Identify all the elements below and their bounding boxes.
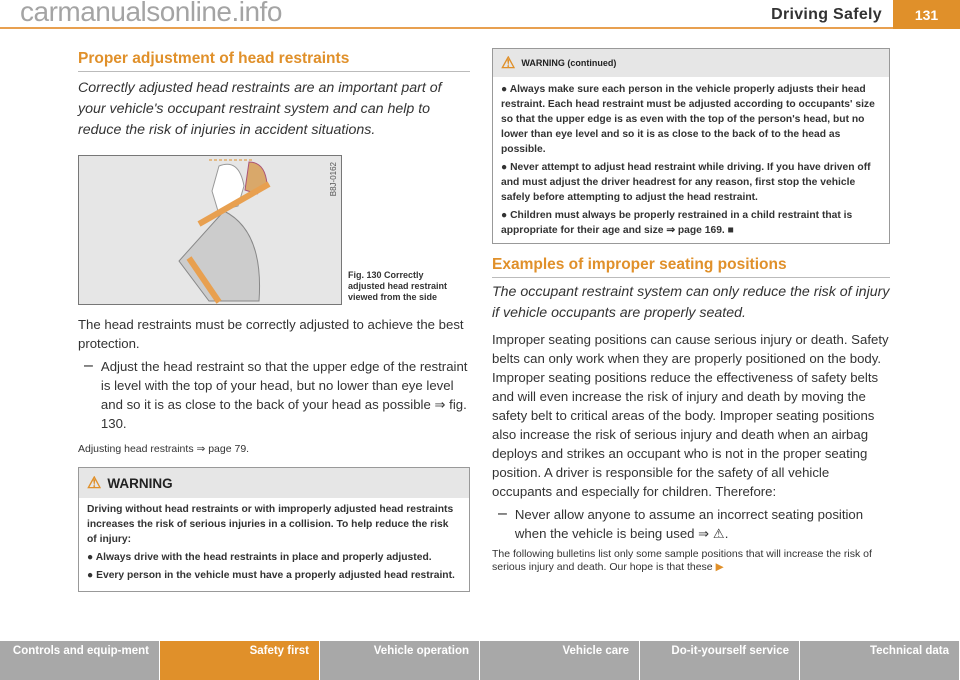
warning-bullet: Always drive with the head restraints in place and properly adjusted. (95, 552, 432, 563)
paragraph: Improper seating positions can cause serious injury or death. Safety belts can only work when they are properly positioned on the body. Improper seating positions reduce the effectiveness of safety belts and will even increase the risk of injury and death by moving the safety belt to critical areas of the body. Improper seating positions also increase the risk of serious injury and death when an airbag deploys and strikes an occupant who is not in the proper seating position. A driver is responsible for the safety of all vehicle occupants and especially for children. Therefore: (492, 332, 889, 499)
warning-box: ⚠ WARNING Driving without head restraints or with improperly adjusted head restraints increases the risk of serious injuries in a collision. To help reduce the risk of injury: ● Always drive with the head restraints in place and properly adjusted. ● Every person in the vehicle must have a properly adjusted head restraint. (78, 467, 470, 592)
figure (78, 155, 470, 305)
warning-box-continued: ⚠ WARNING (continued) ● Always make sure each person in the vehicle properly adjusts their head restraint. Each head restraint must be adjusted according to occupants' size so that the upper edge is as even with the top of the person's head, but no lower than eye level and so it is as close to the back of to the head as possible. ● Never attempt to adjust head restraint while driving. If you have driven off and must adjust the driver headrest for any reason, first stop the vehicle safely before attempting to adjust the head restraint. ● Children must always be properly restrained in a child restraint that is appropriate for their age and size ⇒ page 169. ■ (492, 48, 890, 244)
heading-head-restraints: Proper adjustment of head restraints (78, 50, 470, 72)
tab-vehicle-operation[interactable]: Vehicle operation (320, 641, 480, 680)
figure-image (78, 155, 342, 305)
warning-bullet: Every person in the vehicle must have a properly adjusted head restraint. (96, 570, 455, 581)
intro-text: Correctly adjusted head restraints are an important part of your vehicle's occupant restraint system and can help to reduce the risk of injuries in accident situations. (78, 80, 442, 138)
cross-reference[interactable]: Adjusting head restraints ⇒ page 79. (78, 443, 250, 455)
intro-text: The occupant restraint system can only reduce the risk of injury if vehicle occupants are properly seated. (492, 284, 890, 321)
warning-title: WARNING (continued) (521, 58, 617, 68)
seated-occupant-illustration (79, 156, 341, 304)
watermark: carmanualsonline.info (20, 0, 282, 27)
step-text: Adjust the head restraint so that the upper edge of the restraint is level with the top of your head, but no lower than eye level and so it is as close to the back of your head as possible ⇒ fig. 130. (100, 359, 468, 431)
warning-text: Driving without head restraints or with improperly adjusted head restraints increases the risk of serious injuries in a collision. To help reduce the risk of injury: (87, 504, 454, 545)
warning-title: WARNING (107, 475, 173, 491)
heading-seating-positions: Examples of improper seating positions (492, 256, 890, 278)
tab-technical-data[interactable]: Technical data (800, 641, 960, 680)
right-column (492, 48, 890, 574)
warning-triangle-icon: ⚠ (87, 475, 102, 492)
tab-controls-and-equipment[interactable]: Controls and equip-ment (0, 641, 160, 680)
tab-vehicle-care[interactable]: Vehicle care (480, 641, 640, 680)
continue-arrow-icon: ▶ (715, 561, 724, 573)
warning-bullet: Always make sure each person in the vehicle properly adjusts their head restraint. Each head restraint must be adjusted according to occupants' size so that the upper edge is as even with the top of the person's head, but no lower than eye level and so it is as close to the back of to the head as possible. (501, 84, 875, 155)
step-item: – Never allow anyone to assume an incorrect seating position when the vehicle is being used ⇒ ⚠. (492, 505, 890, 543)
continued-text: The following bulletins list only some sample positions that will increase the risk of serious injury and death. Our hope is that these (492, 548, 872, 573)
page-number: 131 (893, 0, 960, 29)
left-column (78, 50, 470, 592)
tab-do-it-yourself-service[interactable]: Do-it-yourself service (640, 641, 800, 680)
chapter-tabs (0, 641, 960, 680)
tab-safety-first[interactable]: Safety first (160, 641, 320, 680)
section-title: Driving Safely (771, 6, 882, 23)
paragraph: The head restraints must be correctly adjusted to achieve the best protection. (78, 317, 464, 351)
warning-bullet: Never attempt to adjust head restraint while driving. If you have driven off and must adjust the driver headrest for any reason, first stop the vehicle safely before attempting to adjust the head restraint. (501, 162, 871, 203)
figure-code: B8J-0162 (329, 162, 338, 197)
step-text: Never allow anyone to assume an incorrect seating position when the vehicle is being used ⇒ ⚠. (514, 507, 864, 541)
step-item: – Adjust the head restraint so that the upper edge of the restraint is level with the top of your head, but no lower than eye level and so it is as close to the back of your head as possible ⇒ fig. 130. (78, 357, 470, 433)
warning-bullet[interactable]: Children must always be properly restrained in a child restraint that is appropriate for their age and size ⇒ page 169. ■ (501, 210, 853, 236)
figure-caption: Fig. 130 Correctly adjusted head restraint viewed from the side (348, 270, 448, 302)
warning-triangle-icon: ⚠ (501, 55, 516, 72)
